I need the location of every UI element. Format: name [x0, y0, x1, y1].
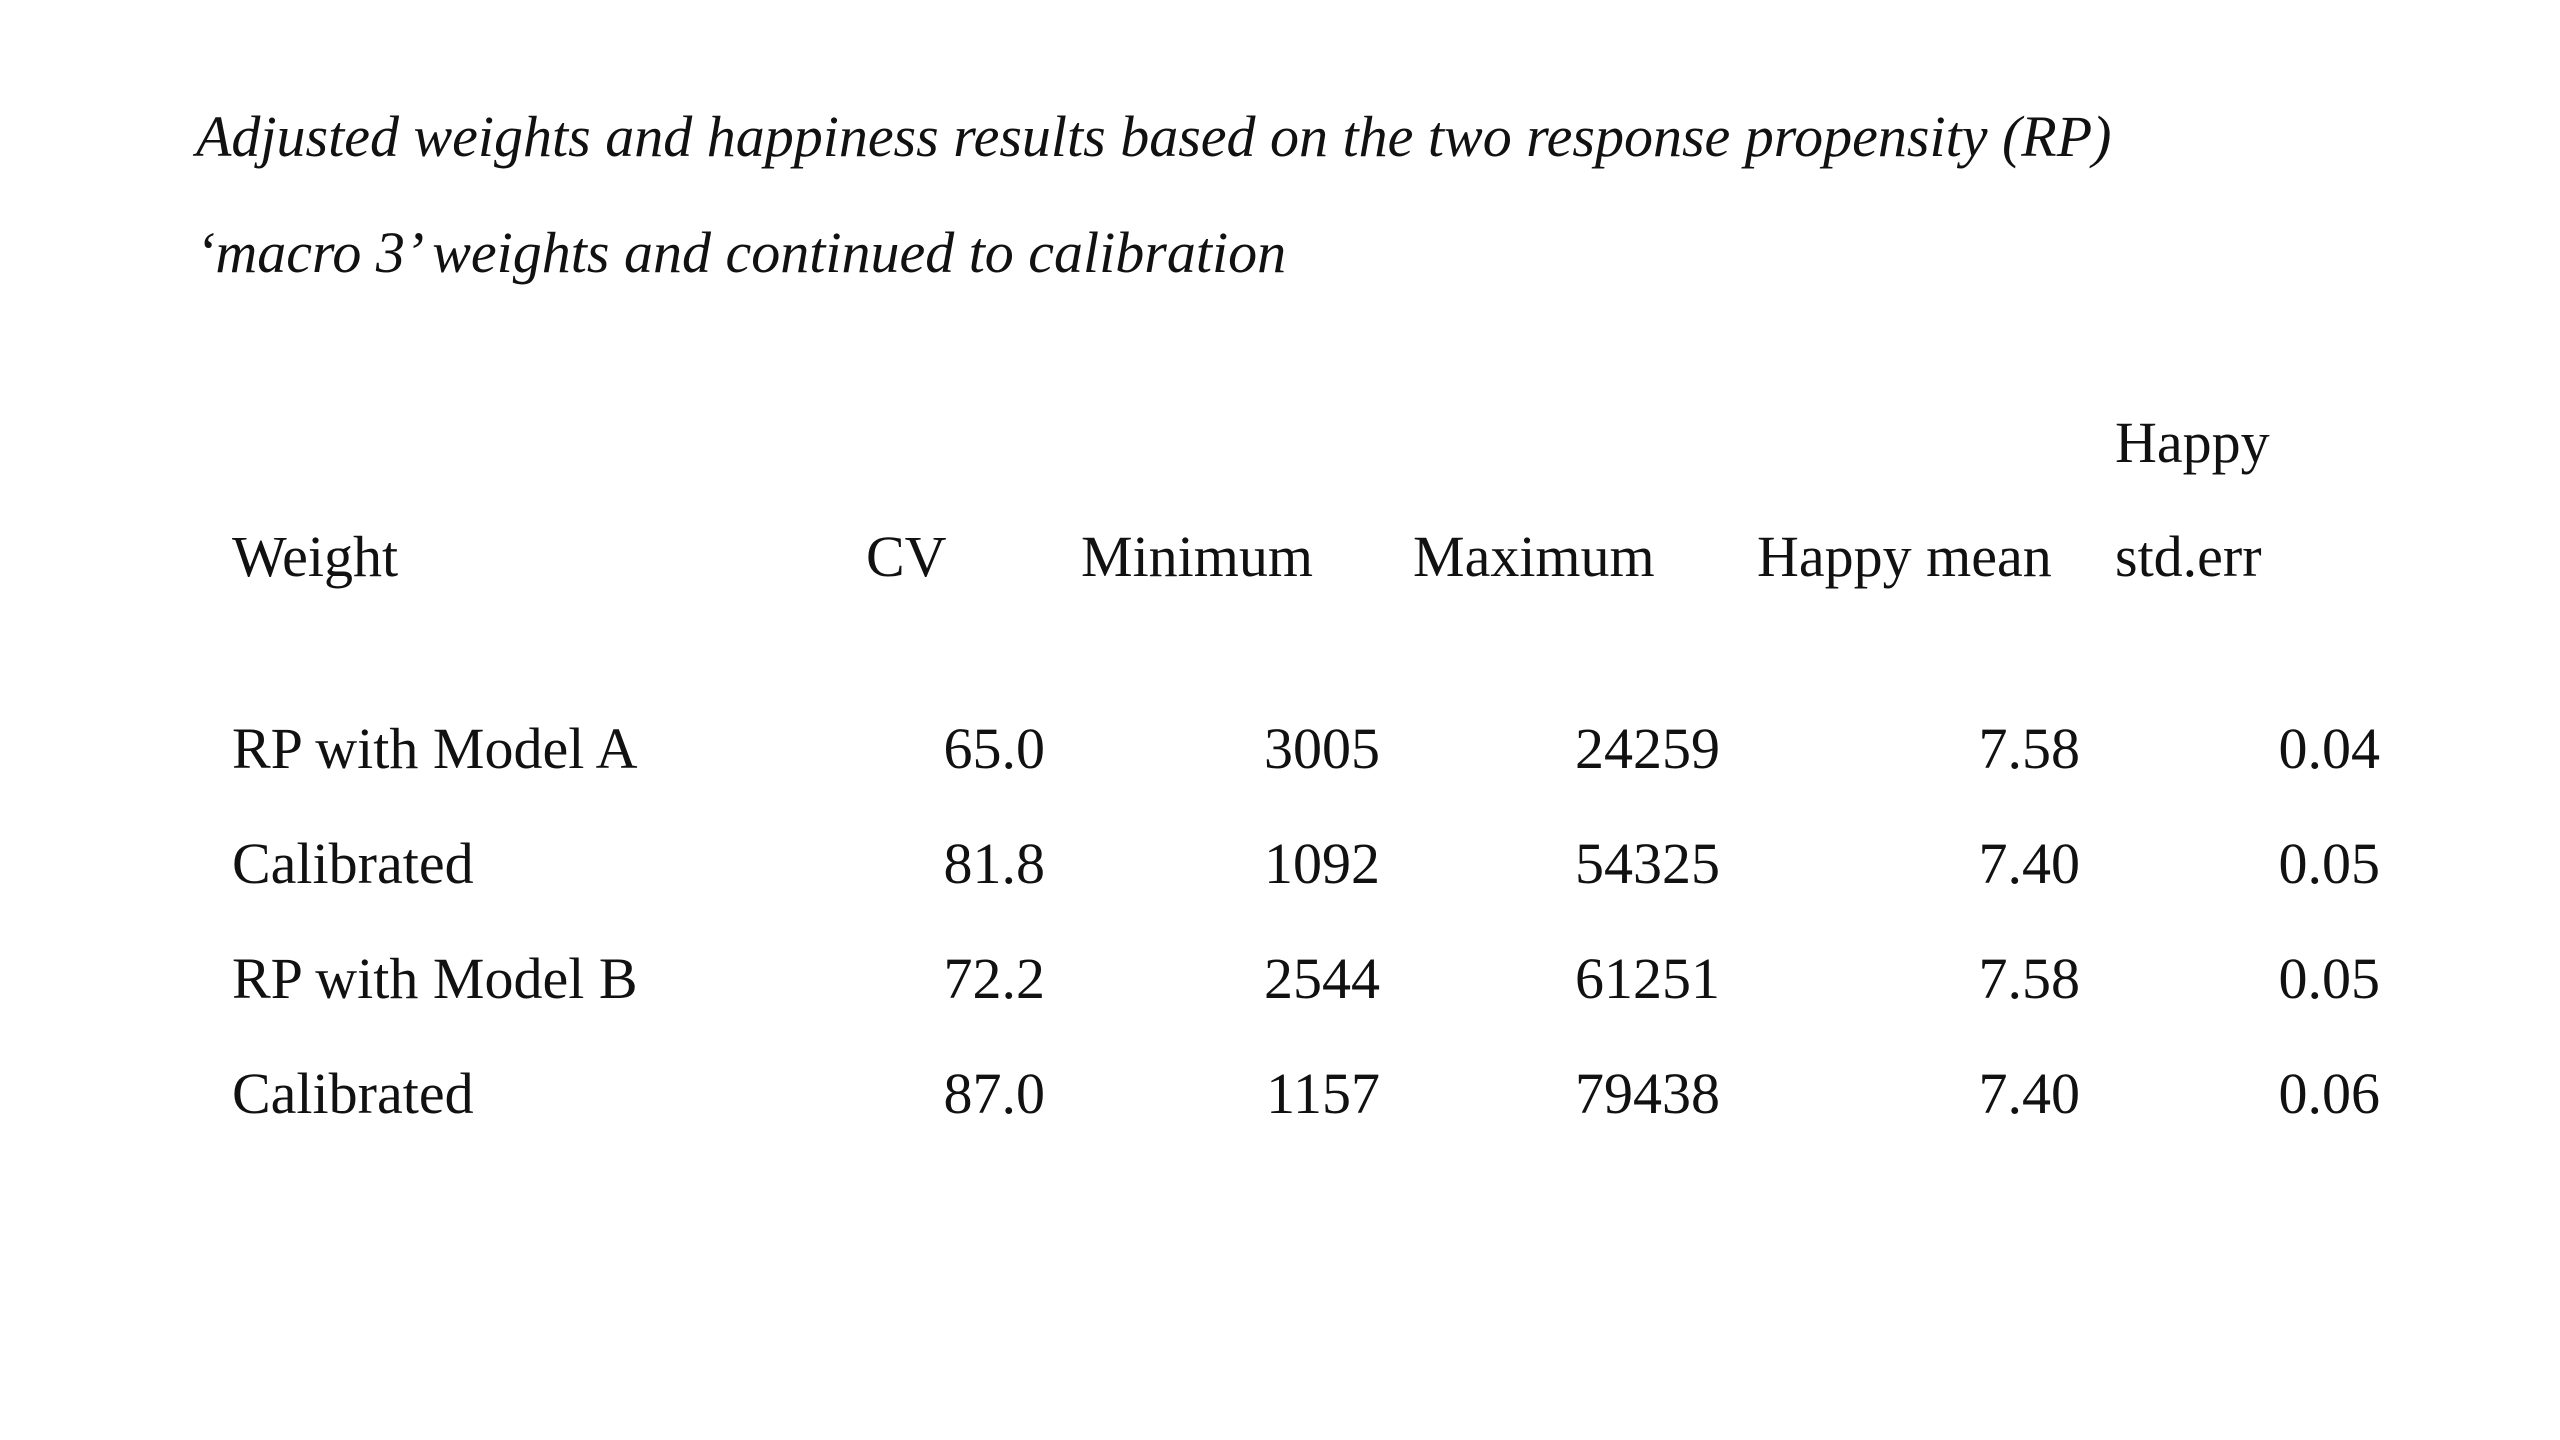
cell-weight: RP with Model A [232, 716, 638, 781]
cell-happy-stderr: 0.05 [2278, 831, 2380, 896]
cell-weight: Calibrated [232, 1061, 474, 1126]
cell-happy-stderr: 0.04 [2278, 716, 2380, 781]
cell-happy-stderr: 0.06 [2278, 1061, 2380, 1126]
cell-cv: 72.2 [943, 946, 1045, 1011]
cell-maximum: 79438 [1575, 1061, 1720, 1126]
cell-cv: 65.0 [943, 716, 1045, 781]
cell-weight: RP with Model B [232, 946, 638, 1011]
cell-happy-mean: 7.58 [1978, 946, 2080, 1011]
header-happy-mean: Happy mean [1757, 524, 2052, 589]
cell-maximum: 54325 [1575, 831, 1720, 896]
cell-maximum: 24259 [1575, 716, 1720, 781]
cell-happy-mean: 7.40 [1978, 831, 2080, 896]
header-minimum: Minimum [1081, 524, 1314, 589]
caption-line-1: Adjusted weights and happiness results based on the two response propensity (RP) [196, 104, 2112, 169]
header-cv: CV [866, 524, 947, 589]
cell-cv: 81.8 [943, 831, 1045, 896]
cell-happy-stderr: 0.05 [2278, 946, 2380, 1011]
header-happy-stderr-line1: Happy [2115, 410, 2270, 475]
header-happy-stderr-line2: std.err [2115, 524, 2262, 589]
cell-minimum: 1157 [1266, 1061, 1380, 1126]
cell-happy-mean: 7.58 [1978, 716, 2080, 781]
header-weight: Weight [232, 524, 399, 589]
cell-happy-mean: 7.40 [1978, 1061, 2080, 1126]
cell-minimum: 2544 [1264, 946, 1380, 1011]
cell-minimum: 1092 [1264, 831, 1380, 896]
caption-line-2: ‘macro 3’ weights and continued to calibration [196, 220, 1287, 285]
cell-maximum: 61251 [1575, 946, 1720, 1011]
cell-weight: Calibrated [232, 831, 474, 896]
cell-cv: 87.0 [943, 1061, 1045, 1126]
header-maximum: Maximum [1413, 524, 1655, 589]
cell-minimum: 3005 [1264, 716, 1380, 781]
